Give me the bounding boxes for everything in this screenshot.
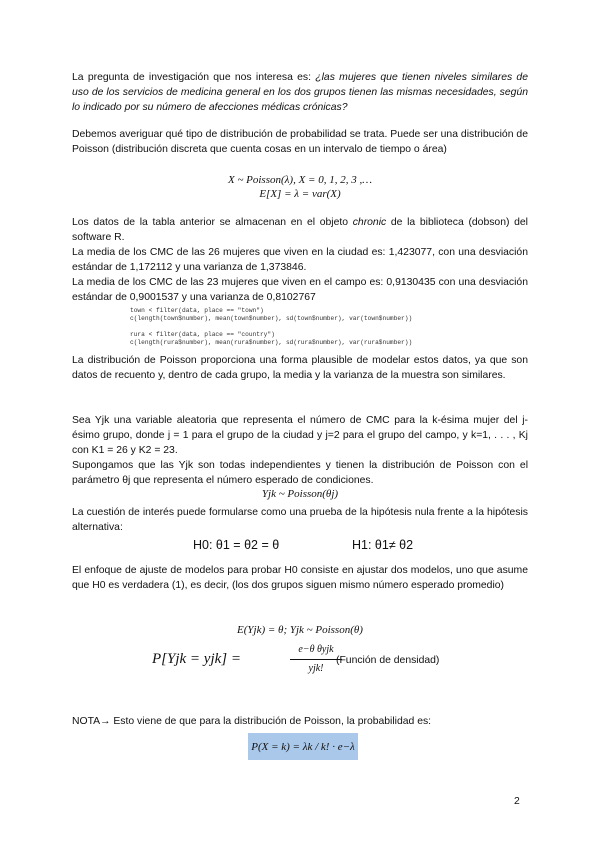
page-number: 2 — [514, 796, 520, 807]
null-hypothesis: H0: θ1 = θ2 = θ — [193, 538, 280, 552]
intro-text: La pregunta de investigación que nos interesa es: — [72, 72, 316, 83]
nota-paragraph: NOTA→ Esto viene de que para la distribución de Poisson, la probabilidad es: — [72, 716, 432, 727]
density-denominator: yjk! — [308, 663, 324, 674]
distribution-paragraph: Debemos averiguar qué tipo de distribución de probabilidad se trata. Puede ser una distribución de Poisson (distribución discreta que cuenta cosas en un intervalo de tiempo o área) — [72, 129, 528, 155]
density-lhs: P[Yjk = yjk] = — [152, 651, 241, 667]
research-question-paragraph — [72, 70, 528, 115]
group-poisson-equation: Yjk ~ Poisson(θj) — [261, 488, 339, 500]
city-stats-paragraph: La media de los CMC de las 26 mujeres que viven en la ciudad es: 1,423077, con una desviación estándar de 1,172112 y una varianza de 1,373846. — [72, 247, 528, 273]
expectation-equation: E[X] = λ = var(X) — [259, 188, 341, 200]
r-code-line: c(length(rura$number), mean(rura$number), sd(rura$number), var(rura$number)) — [130, 339, 413, 346]
hypothesis-intro-paragraph: La cuestión de interés puede formularse como una prueba de la hipótesis nula frente a la hipótesis alternativa: — [72, 507, 528, 533]
formula-text: P(X = k) = λk / k! · e−λ — [251, 740, 355, 753]
data-object-post: de la biblioteca (dobson) del software R. — [72, 217, 528, 243]
independence-paragraph: Supongamos que las Yjk son todas independientes y tienen la distribución de Poisson con el parámetro θj que representa el número esperado de condiciones. — [72, 460, 528, 486]
data-object-pre: Los datos de la tabla anterior se almacenan en el objeto — [72, 217, 353, 228]
data-object-name: chronic — [352, 217, 387, 228]
model-fitting-paragraph: El enfoque de ajuste de modelos para probar H0 consiste en ajustar dos modelos, uno que asume que H0 es verdadera (1), es decir, (los dos grupos siguen mismo número esperado promedio) — [72, 565, 528, 591]
poisson-justification-paragraph: La distribución de Poisson proporciona una forma plausible de modelar estos datos, ya que son datos de recuento y, dentro de cada grupo, la media y la varianza de la muestra son similares. — [72, 355, 528, 381]
poisson-probability-formula — [248, 733, 358, 760]
research-question: ¿las mujeres que tienen niveles similares de uso de los servicios de medicina general en los dos grupos tienen las mismas necesidades, según lo indicado por su número de afecciones médicas crónicas? — [72, 72, 528, 113]
data-object-paragraph — [72, 215, 528, 245]
country-stats-paragraph: La media de los CMC de las 23 mujeres que viven en el campo es: 0,9130435 con una desviación estándar de 0,9001537 y una varianza de 0,8102767 — [72, 277, 528, 303]
r-code-line: c(length(town$number), mean(town$number), sd(town$number), var(town$number)) — [130, 315, 413, 322]
r-code-line: town < filter(data, place == "town") — [130, 307, 264, 314]
random-variable-paragraph: Sea Yjk una variable aleatoria que representa el número de CMC para la k-ésima mujer del j-ésimo grupo, donde j = 1 para el grupo de la ciudad y j=2 para el grupo del campo, y k=1, . . . , Kj con K1 = 26 y K2 = 23. — [72, 415, 528, 456]
density-note: (Función de densidad) — [336, 655, 440, 666]
alternative-hypothesis: H1: θ1≠ θ2 — [352, 538, 414, 552]
fraction-bar — [290, 659, 342, 660]
poisson-definition-equation: X ~ Poisson(λ), X = 0, 1, 2, 3 ,… — [227, 174, 373, 186]
r-code-line: rura < filter(data, place == "country") — [130, 331, 275, 338]
expected-value-equation: E(Yjk) = θ; Yjk ~ Poisson(θ) — [237, 624, 363, 636]
density-numerator: e−θ θyjk — [298, 644, 334, 655]
